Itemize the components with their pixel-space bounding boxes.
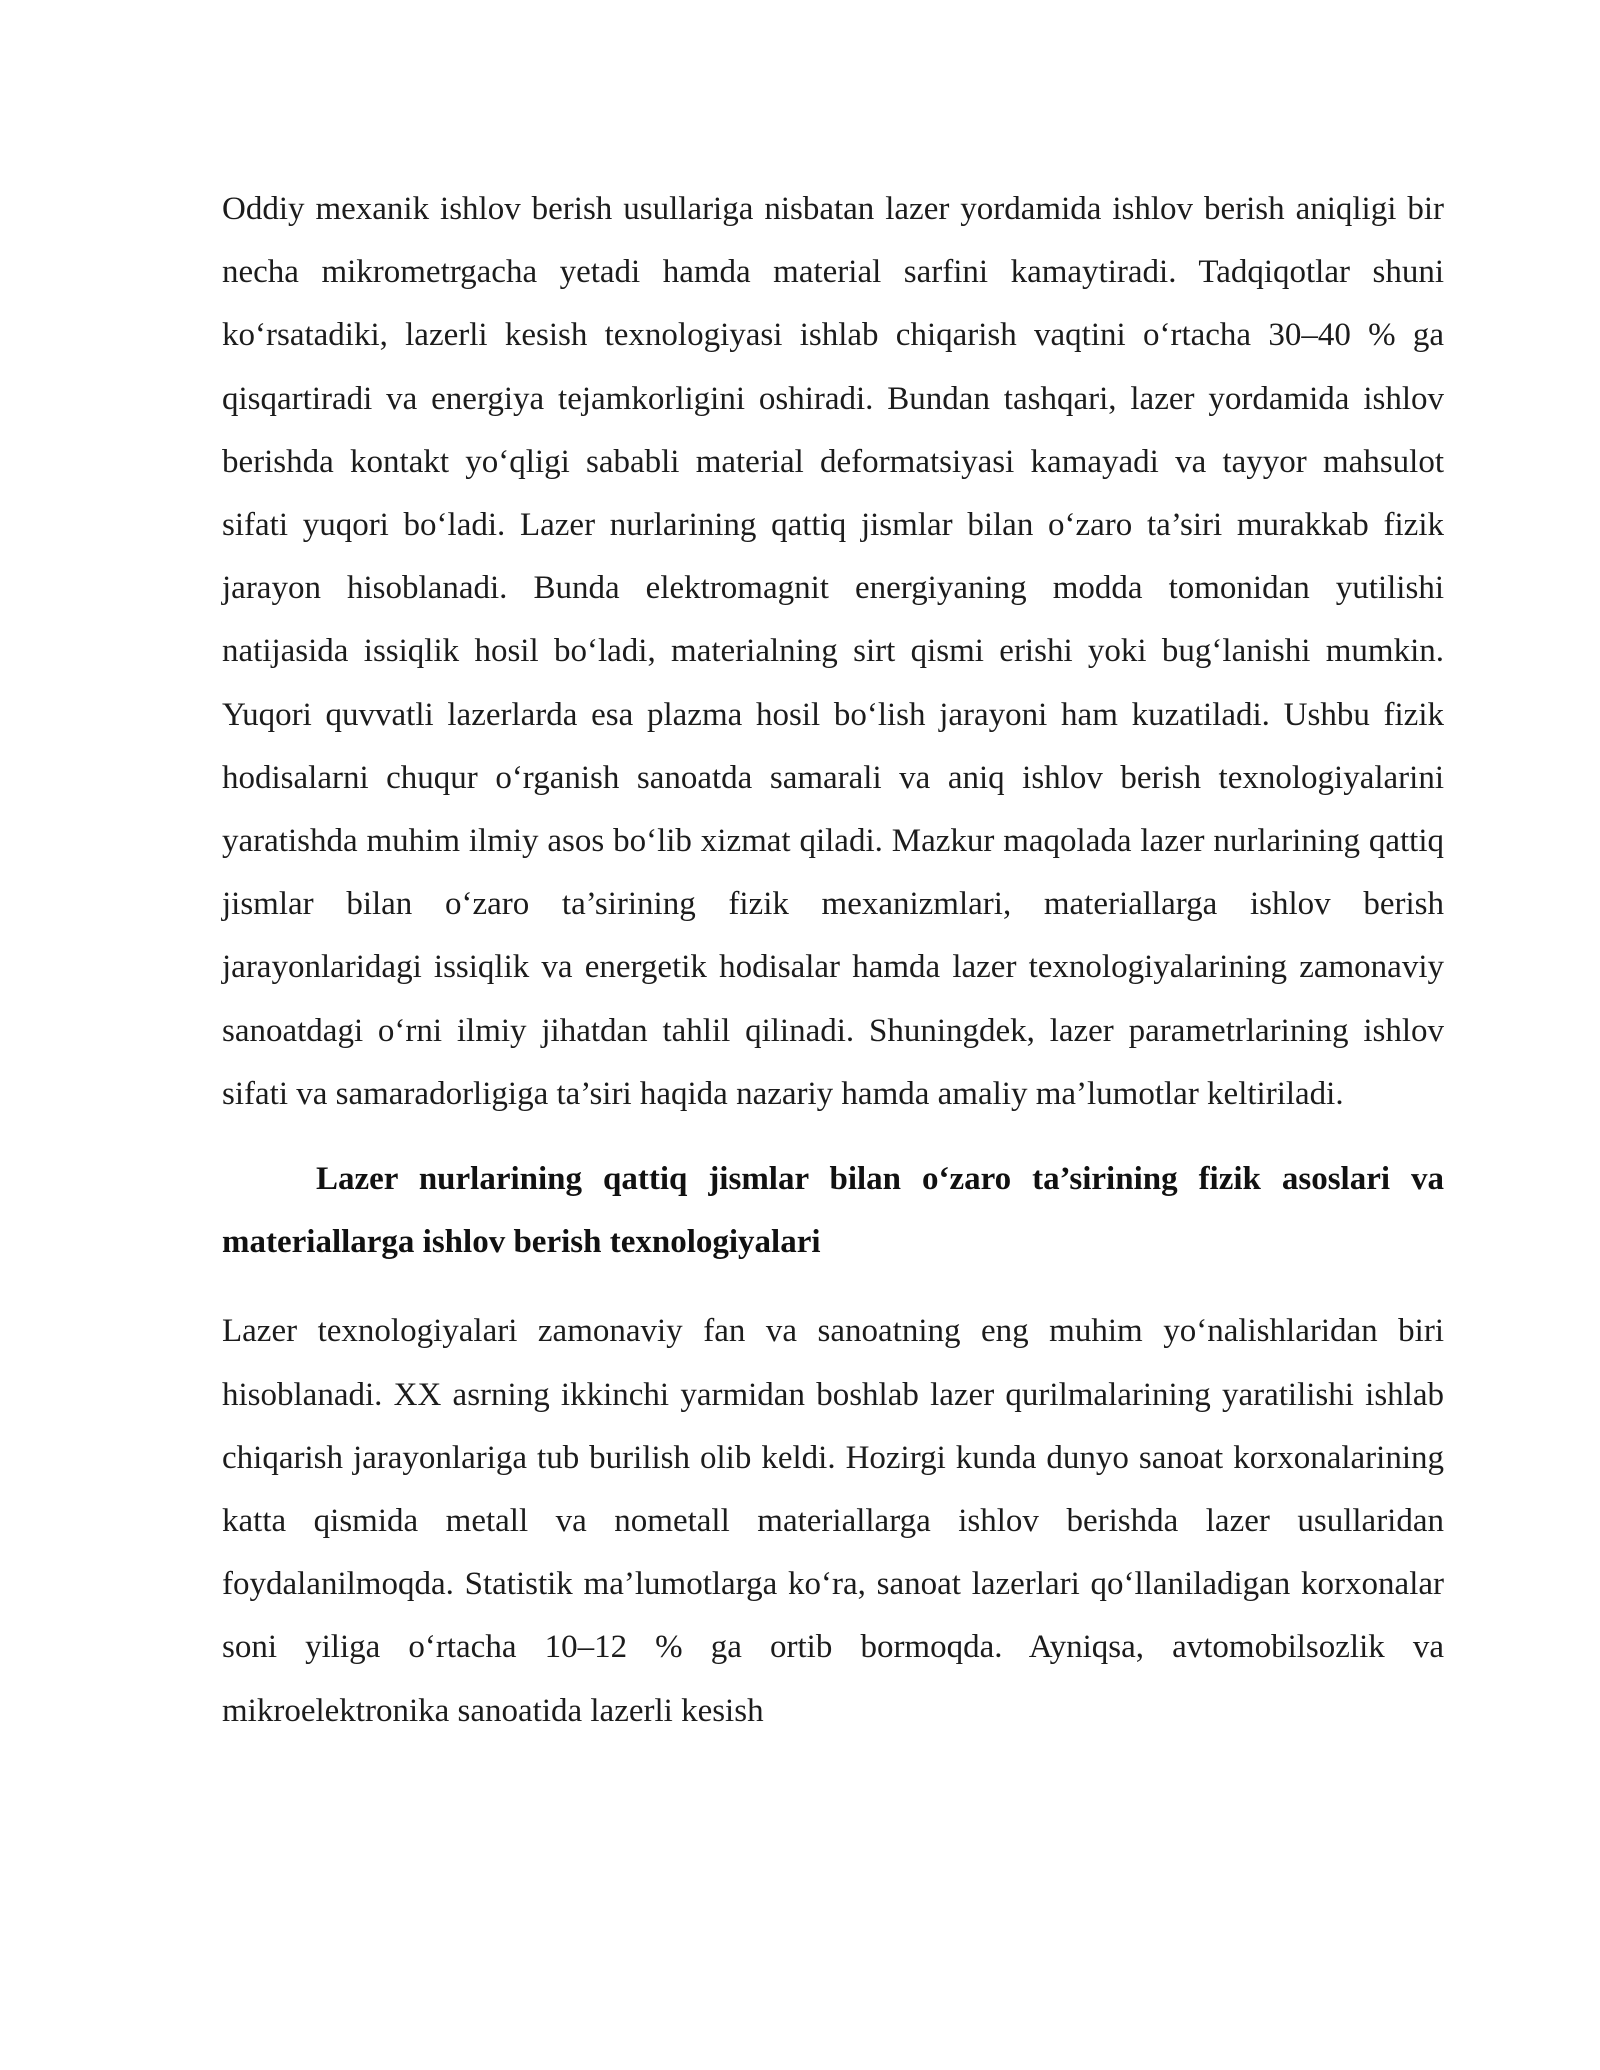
body-paragraph-1: Oddiy mexanik ishlov berish usullariga nisbatan lazer yordamida ishlov berish aniqligi bir necha mikrometrgacha yetadi hamda material sarfini kamaytiradi. Tadqiqotlar shuni ko‘rsatadiki, lazerli kesish texnologiyasi ishlab chiqarish vaqtini o‘rtacha 30–40 % ga qisqartiradi va energiya tejamkorligini oshiradi. Bundan tashqari, lazer yordamida ishlov berishda kontakt yo‘qligi sababli material deformatsiyasi kamayadi va tayyor mahsulot sifati yuqori bo‘ladi. Lazer nurlarining qattiq jismlar bilan o‘zaro ta’siri murakkab fizik jarayon hisoblanadi. Bunda elektromagnit energiyaning modda tomonidan yutilishi natijasida issiqlik hosil bo‘ladi, materialning sirt qismi erishi yoki bug‘lanishi mumkin. Yuqori quvvatli lazerlarda esa plazma hosil bo‘lish jarayoni ham kuzatiladi. Ushbu fizik hodisalarni chuqur o‘rganish sanoatda samarali va aniq ishlov berish texnologiyalarini yaratishda muhim ilmiy asos bo‘lib xizmat qiladi. Mazkur maqolada lazer nurlarining qattiq jismlar bilan o‘zaro ta’sirining fizik mexanizmlari, materiallarga ishlov berish jarayonlaridagi issiqlik va energetik hodisalar hamda lazer texnologiyalarining zamonaviy sanoatdagi o‘rni ilmiy jihatdan tahlil qilinadi. Shuningdek, lazer parametrlarining ishlov sifati va samaradorligiga ta’siri haqida nazariy hamda amaliy ma’lumotlar keltiriladi. [222,191,1444,1112]
section-heading: Lazer nurlarining qattiq jismlar bilan o‘zaro ta’sirining fizik asoslari va materiallarga ishlov berish texnologiyalari [222,1161,1444,1261]
body-paragraph-2: Lazer texnologiyalari zamonaviy fan va sanoatning eng muhim yo‘nalishlaridan biri hisoblanadi. XX asrning ikkinchi yarmidan boshlab lazer qurilmalarining yaratilishi ishlab chiqarish jarayonlariga tub burilish olib keldi. Hozirgi kunda dunyo sanoat korxonalarining katta qismida metall va nometall materiallarga ishlov berishda lazer usullaridan foydalanilmoqda. Statistik ma’lumotlarga ko‘ra, sanoat lazerlari qo‘llaniladigan korxonalar soni yiliga o‘rtacha 10–12 % ga ortib bormoqda. Ayniqsa, avtomobilsozlik va mikroelektronika sanoatida lazerli kesish [222,1313,1444,1729]
document-page [222,178,1444,1743]
